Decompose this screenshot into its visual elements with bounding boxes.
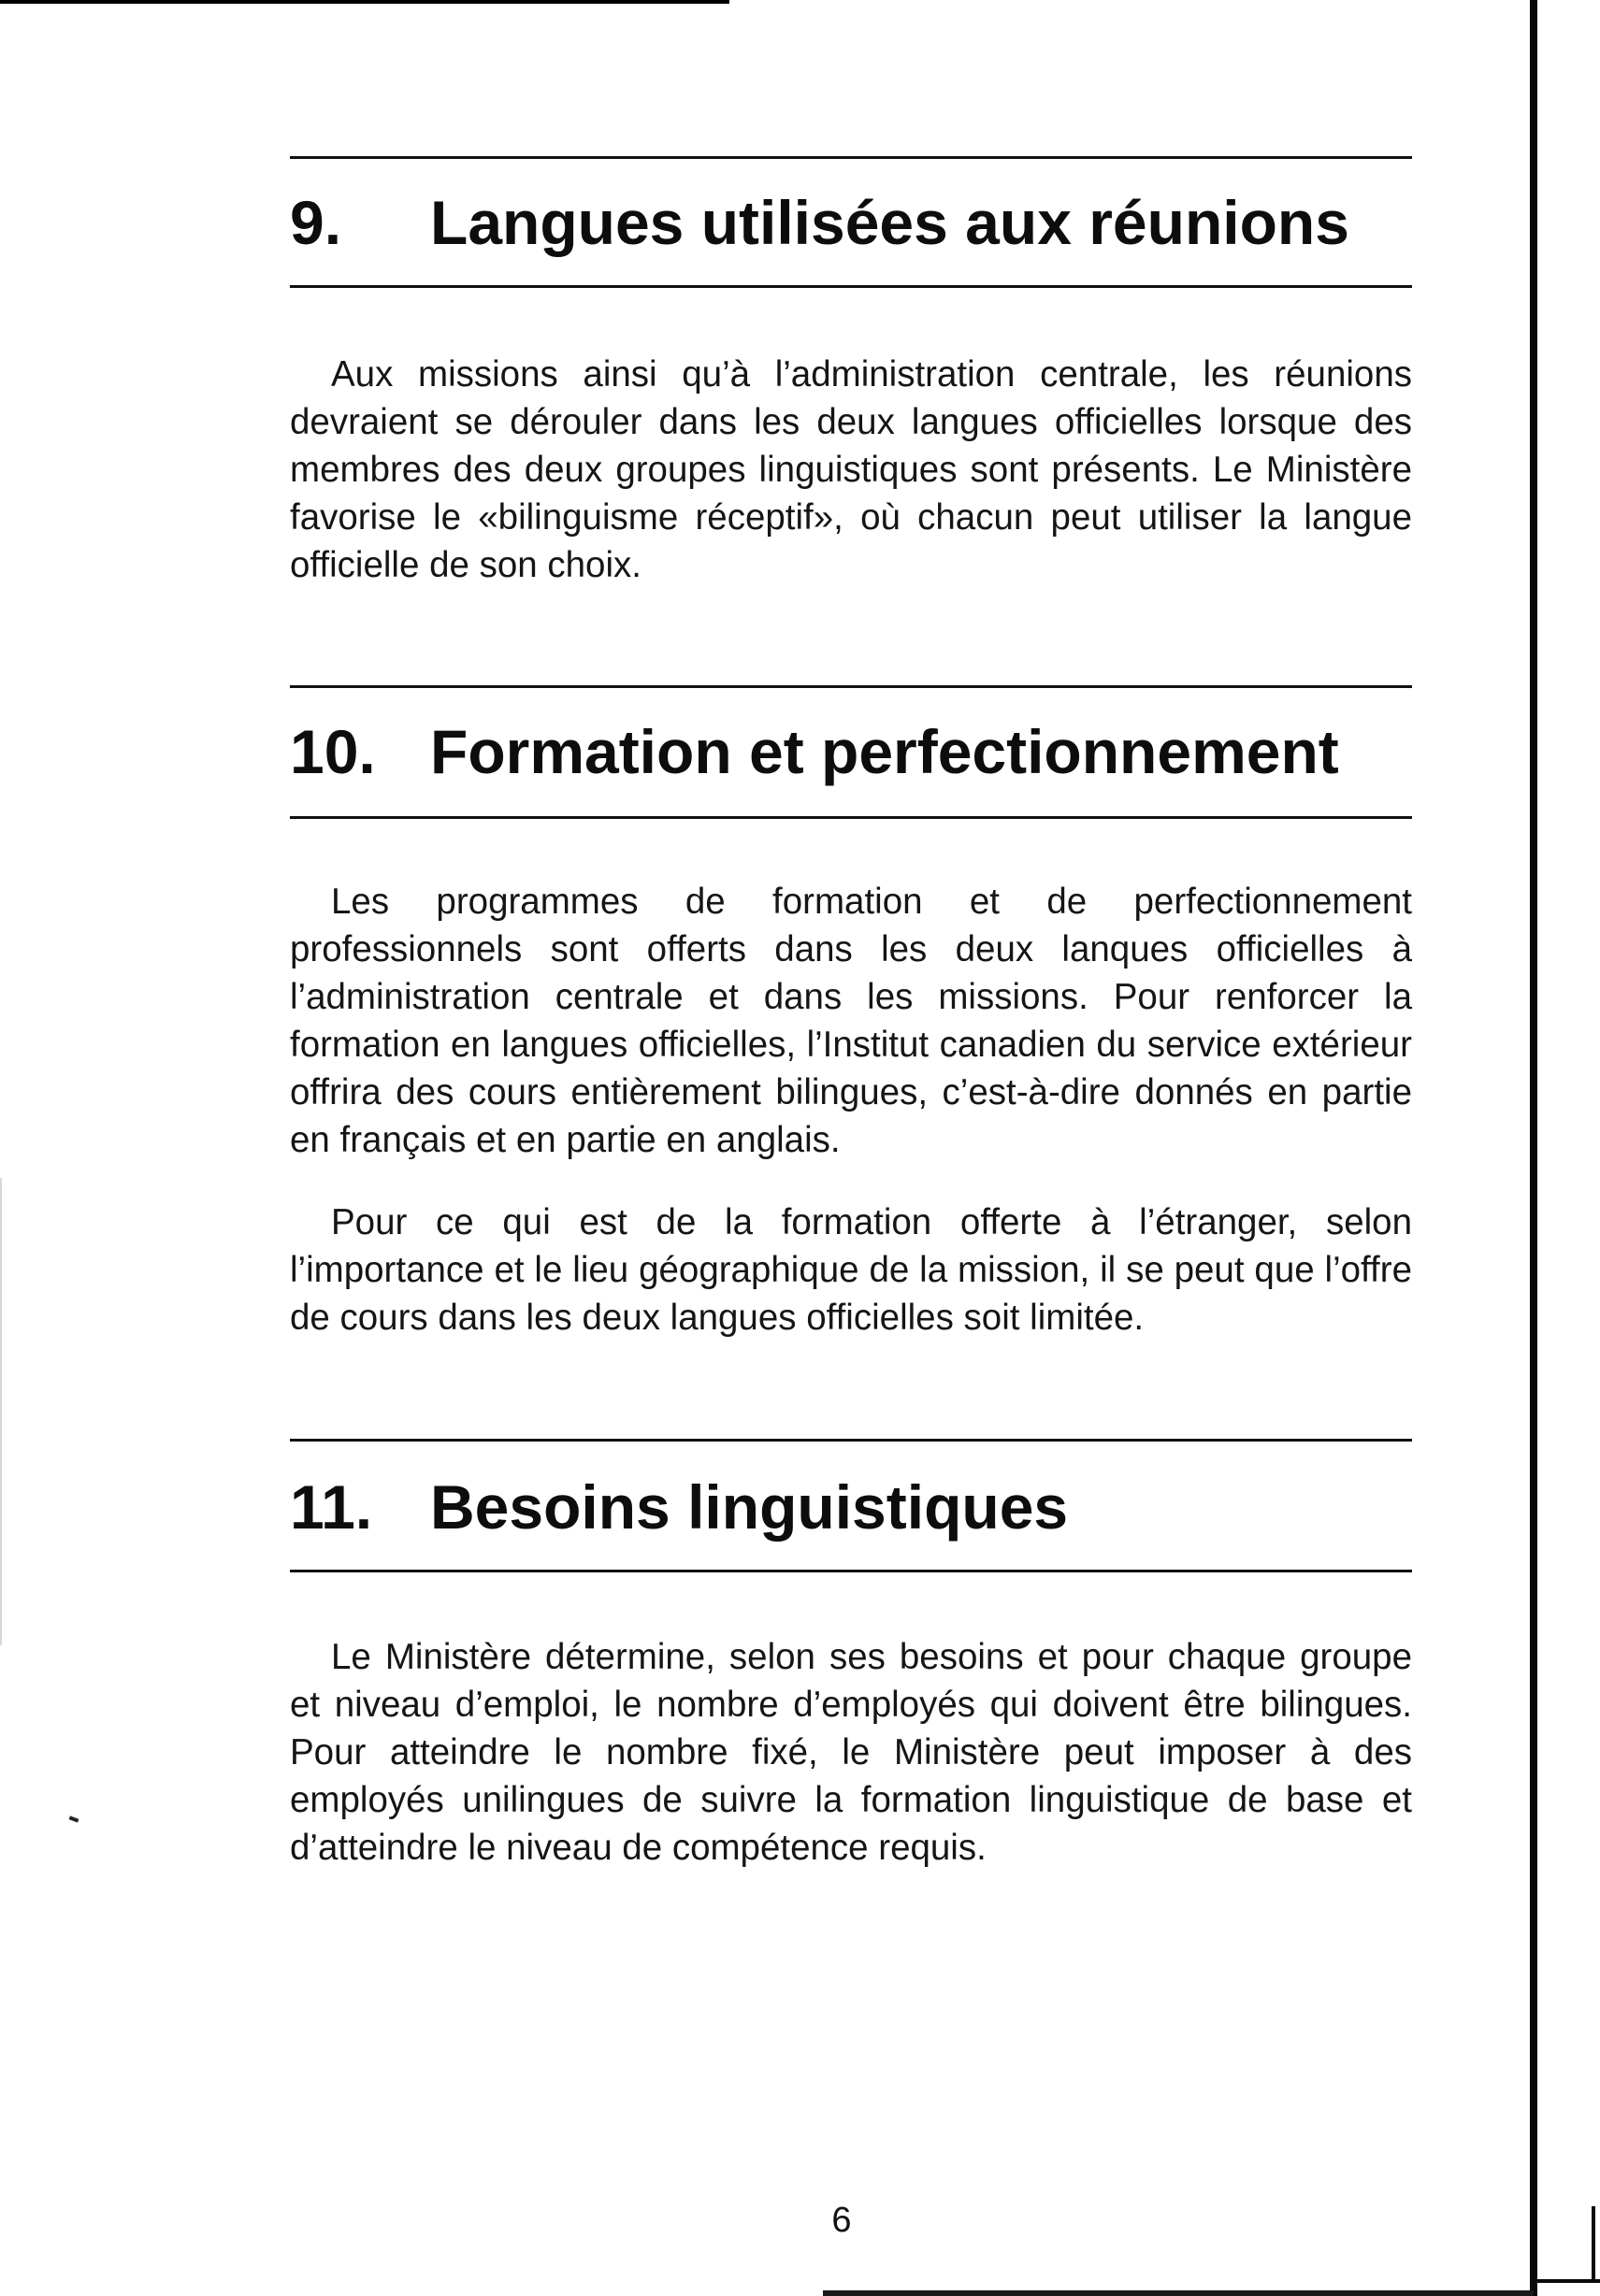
section-number: 10.: [290, 717, 376, 786]
section-title: Langues utilisées aux réunions: [430, 188, 1349, 257]
section-rule-bottom: [290, 816, 1412, 819]
scan-edge-right: [1530, 0, 1537, 2296]
section-heading: [290, 1470, 1412, 1544]
scan-edge-left: [0, 1178, 2, 1645]
scan-speck: [69, 1815, 79, 1822]
section-paragraph: Les programmes de formation et de perfectionnement professionnels sont offerts dans les deux lanques officielles à l’administration centrale et dans les missions. Pour renforcer la formation en langues officielles, l’Institut canadien du service extérieur offrira des cours entièrement bilingues, c’est-à-dire donnés en partie en français et en partie en anglais.: [290, 882, 1412, 1160]
section-paragraph: Pour ce qui est de la formation offerte à l’étranger, selon l’importance et le lieu géographique de la mission, il se peut que l’offre de cours dans les deux langues officielles soit limitée.: [290, 1202, 1412, 1338]
scan-edge-corner: [1537, 2279, 1600, 2283]
section-rule-bottom: [290, 285, 1412, 288]
scan-margin-right: [1537, 0, 1600, 2296]
section-number: 11.: [290, 1472, 373, 1542]
section-rule-bottom: [290, 1570, 1412, 1572]
section-heading: [290, 714, 1412, 789]
section-number: 9.: [290, 188, 342, 257]
section-rule-top: [290, 1439, 1412, 1442]
page-number: 6: [831, 2201, 852, 2240]
section-rule-top: [290, 685, 1412, 688]
scan-edge-bottom: [823, 2290, 1534, 2296]
section-paragraph: Aux missions ainsi qu’à l’administration centrale, les réunions devraient se dérouler dans les deux langues officielles lorsque des membres des deux groupes linguistiques sont présents. Le Ministère favorise le «bilinguisme réceptif», où chacun peut utiliser la langue officielle de son choix.: [290, 354, 1412, 585]
section-title: Formation et perfectionnement: [430, 717, 1339, 786]
section-heading: [290, 185, 1412, 260]
scan-edge-corner-vertical: [1592, 2206, 1595, 2283]
section-title: Besoins linguistiques: [430, 1472, 1069, 1542]
scan-edge-top: [0, 0, 729, 4]
section-paragraph: Le Ministère détermine, selon ses besoins et pour chaque groupe et niveau d’emploi, le nombre d’employés qui doivent être bilingues. Pour atteindre le nombre fixé, le Ministère peut imposer à des employés unilingues de suivre la formation linguistique de base et d’atteindre le niveau de compétence requis.: [290, 1637, 1412, 1868]
section-rule-top: [290, 156, 1412, 159]
